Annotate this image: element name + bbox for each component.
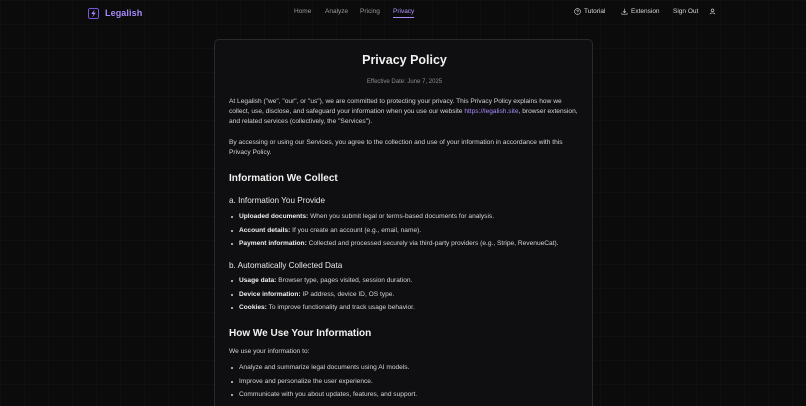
top-navbar (0, 0, 806, 26)
list-item-label: Uploaded documents: (239, 213, 309, 220)
nav-privacy[interactable]: Privacy (393, 8, 415, 15)
list-item: Analyze and summarize legal documents using AI models. (239, 363, 581, 377)
list-item (239, 212, 581, 226)
privacy-policy-card (214, 39, 593, 406)
provided-info-list (239, 212, 581, 253)
list-item-text: IP address, device ID, OS type. (300, 290, 395, 298)
list-item (239, 303, 581, 317)
list-item-text: Browser type, pages visited, session duration. (276, 277, 413, 284)
brand-logo[interactable] (88, 6, 142, 20)
intro-text-b: , browser extension, and related services (collectively, the "Services"). (229, 108, 578, 126)
help-circle-icon (574, 8, 581, 15)
tutorial-button[interactable] (574, 8, 605, 15)
nav-analyze[interactable]: Analyze (325, 8, 349, 15)
list-item-label: Usage data: (239, 277, 277, 284)
list-item-text: When you submit legal or terms-based documents for analysis. (308, 213, 495, 220)
list-item (239, 290, 581, 304)
user-icon (709, 8, 716, 15)
list-item (239, 239, 581, 253)
list-item-text: Collected and processed securely via third-party providers (e.g., Stripe, RevenueCat). (306, 240, 559, 247)
sign-out-button[interactable] (673, 8, 698, 15)
auto-collected-list (239, 276, 581, 317)
download-icon (621, 8, 628, 15)
list-item (239, 276, 581, 290)
user-profile-button[interactable] (709, 8, 716, 15)
list-item-label: Device information: (239, 290, 301, 298)
consent-paragraph: By accessing or using our Services, you agree to the collection and use of your information in accordance with this Privacy Policy. (229, 139, 563, 157)
tutorial-label: Tutorial (584, 8, 606, 15)
list-item (239, 226, 581, 240)
extension-button[interactable] (621, 8, 660, 15)
sign-out-label: Sign Out (673, 8, 699, 15)
list-item: Communicate with you about updates, features, and support. (239, 390, 581, 404)
nav-home[interactable]: Home (294, 8, 312, 15)
usage-list (239, 363, 581, 404)
list-item-label: Payment information: (239, 240, 307, 247)
list-item-text: To improve functionality and track usage behavior. (266, 304, 415, 311)
effective-date: Effective Date: June 7, 2025 (366, 79, 443, 85)
list-item-label: Account details: (239, 226, 291, 234)
brand-name: Legalish (105, 8, 143, 18)
use-intro: We use your information to: (229, 348, 310, 355)
section-heading-use: How We Use Your Information (229, 328, 372, 339)
list-item: Improve and personalize the user experience. (239, 377, 581, 391)
list-item-text: If you create an account (e.g., email, name). (290, 226, 422, 234)
intro-text-a: At Legalish ("we", "our", or "us"), we are committed to protecting your privacy. This Privacy Policy explains how we collect, use, disclose, and safeguard your information when you use our website (229, 98, 562, 116)
subheading-auto-collected: b. Automatically Collected Data (229, 261, 343, 270)
website-link[interactable]: https://legalish.site (464, 108, 519, 116)
nav-pricing[interactable]: Pricing (360, 8, 380, 15)
extension-label: Extension (631, 8, 660, 15)
section-heading-collect: Information We Collect (229, 173, 338, 184)
page-title: Privacy Policy (362, 53, 447, 67)
logo-icon (88, 8, 99, 19)
list-item-label: Cookies: (239, 304, 267, 311)
subheading-provide: a. Information You Provide (229, 196, 326, 205)
intro-paragraph (229, 97, 581, 128)
